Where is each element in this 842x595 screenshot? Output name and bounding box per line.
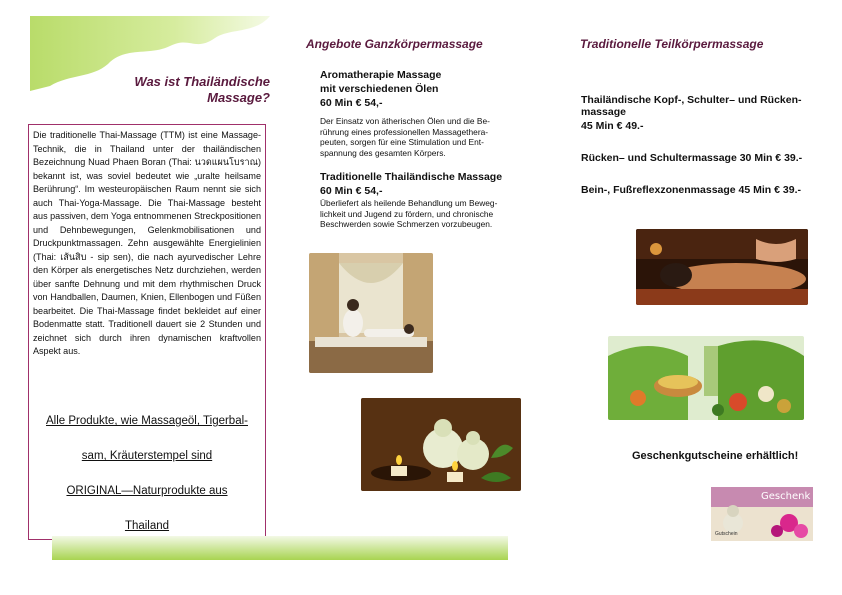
- item1-line1: Thailändische Kopf-, Schulter– und Rücken-: [581, 94, 802, 106]
- herbal-stamps-photo: [361, 398, 521, 491]
- offer1-desc-1: Der Einsatz von ätherischen Ölen und die Be-: [320, 116, 490, 126]
- middle-heading: Angebote Ganzkörpermassage: [306, 37, 483, 51]
- info-body-text: Die traditionelle Thai-Massage (TTM) ist eine Massage-Technik, die in Thailand unter der thailändischen Bezeichnung Nuad Phaen Boran (Thai: นวดแผนโบราณ) bekannt ist, was soviel bedeutet wie „uralte heilsame Berührung“. Im westeuropäischen Raum nennt sie sich auch Thai-Yoga-Massage. Die Thai-Massage besteht aus passiven, dem Yoga entnommenen Streckpositionen und Dehnbewegungen, Gelenkmobilisationen und Druckpunktmassagen. Zehn ausgewählte Energielinien (Thai: เส้นสิบ - sip sen), die nach ayurvedischer Lehre den Körper als energetisches Netz durchziehen, werden über sanfte Dehnung und mit dem rhythmischen Druck von Handballen, Daumen, Knien, Ellenbogen und Füßen bearbeitet. Die Thai-Massage findet bekleidet auf einer Bodenmatte statt. Traditionell dauert sie 2 Stunden und zeichnet sich durch ihren dynamischen kraftvollen Aspekt aus.: [33, 130, 261, 356]
- green-bottom-bar: [52, 536, 508, 560]
- item3: Bein-, Fußreflexzonenmassage 45 Min € 39.-: [581, 184, 801, 196]
- item1-price: 45 Min € 49.-: [581, 120, 644, 132]
- item1-line2: massage: [581, 106, 626, 118]
- offer1-title-line1: Aromatherapie Massage: [320, 69, 442, 81]
- herbs-spices-photo: [608, 336, 804, 420]
- thai-massage-photo: [309, 253, 433, 373]
- offer2-title: Traditionelle Thailändische Massage: [320, 171, 503, 183]
- products-line-2: sam, Kräuterstempel sind: [81, 450, 213, 462]
- offer1-desc-3: peuten, sorgen für eine Stimulation und Ent-: [320, 137, 484, 147]
- offer1-desc-2: rührung eines professionellen Massagethera-: [320, 126, 489, 137]
- offer2-desc-1: Überliefert als heilende Behandlung um Beweg-: [320, 198, 498, 208]
- offer1-title-line2: mit verschiedenen Ölen: [320, 83, 439, 95]
- products-line-1: Alle Produkte, wie Massageöl, Tigerbal-: [46, 415, 248, 427]
- gift-voucher-image: [711, 487, 813, 541]
- left-title: [100, 74, 270, 106]
- right-heading: Traditionelle Teilkörpermassage: [580, 37, 764, 51]
- left-title-line1: Was ist Thailändische: [134, 74, 270, 89]
- partial-massage-list: [581, 94, 821, 196]
- offer2-price: 60 Min € 54,-: [320, 185, 383, 197]
- voucher-word: Geschenk: [761, 491, 811, 502]
- item2: Rücken– und Schultermassage 30 Min € 39.-: [581, 152, 803, 164]
- products-line-3: ORIGINAL—Naturprodukte aus: [66, 485, 228, 497]
- offer1-price: 60 Min € 54,-: [320, 97, 383, 109]
- products-note: [34, 404, 260, 544]
- offer-thai-massage: [320, 170, 542, 230]
- voucher-small-text: Gutschein: [715, 531, 738, 537]
- offer1-desc-4: spannung des gesamten Körpers.: [320, 147, 446, 158]
- offer-aromatherapy: [320, 68, 530, 158]
- offer2-desc-3: Beschwerden sowie Schmerzen vorzubeugen.: [320, 219, 493, 229]
- offer2-desc-2: lichkeit und Jugend zu fördern, und chronische: [320, 208, 494, 219]
- gift-voucher-text: Geschenkgutscheine erhältlich!: [632, 450, 799, 462]
- back-massage-photo: [636, 229, 808, 305]
- left-title-line2: Massage?: [207, 90, 270, 105]
- products-line-4: Thailand: [124, 520, 170, 532]
